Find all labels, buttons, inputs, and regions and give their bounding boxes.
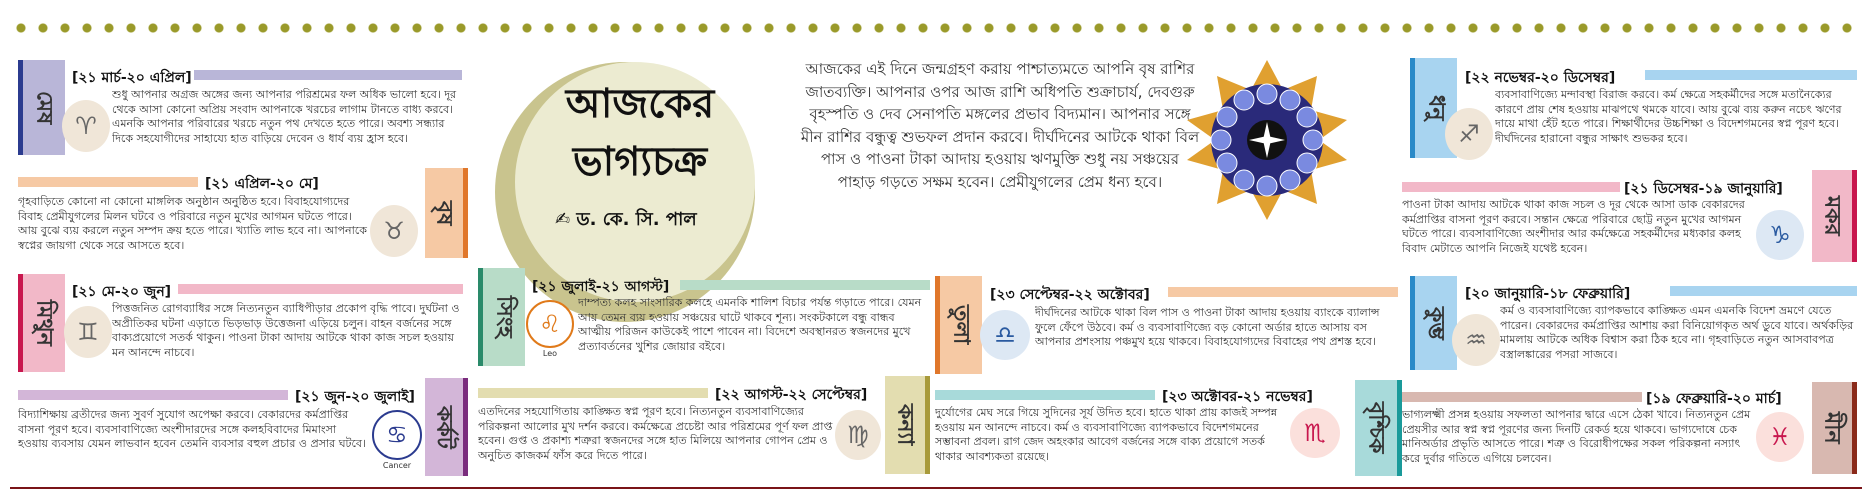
sign-text-singha: দাম্পত্য কলহ সাংসারিক কলহে এমনকি শালিশ বিচার পর্যন্ত গড়াতে পারে। যেমন আয় তেমন ব্যয় হওয়ায় সঞ্চয়ের ঘাটে থাকবে শূন্য। সংকটকালে বন্ধু বান্ধব আত্মীয় পরিজন কাউকেই পাশে পাবেন না। বিদেশে অবস্থানরত স্বজনদের মুখে প্রত্যাবর্তনের খুশির জোয়ার বইবে। [578, 296, 922, 353]
sign-text-makar: পাওনা টাকা আদায় আটকে থাকা কাজ সচল ও দূর থেকে আসা ডাক বেকারদের কর্মপ্রাপ্তির বাসনা পূরণ করবে। সন্তান ক্ষেত্রে পরিবারে ছোট্ট নতুন মুখের আগমন ঘটতে পারে। ব্যবসাবাণিজ্যে অংশীদার আর কর্মক্ষেত্রে সহকর্মীদের মধ্যকার কলহ বিবাদ মেটাতে আপনি নিজেই যথেষ্ট হবেন। [1402, 198, 1745, 255]
cancer-icon: ♋ Cancer [372, 410, 422, 460]
sign-text-kumbha: কর্ম ও ব্যবসাবাণিজ্যে ব্যাপকভাবে কাঙ্ক্ষিত এমন এমনকি বিদেশ ভ্রমণে যেতে পারেন। বেকারদের কর্মপ্রাপ্তির আশায় করা বিনিয়োগকৃত অর্থ ডুবে যাবে। অর্থকড়ির মামলায় আটকে অধিক বিশ্বাস করা ঠিক হবে না। গৃহবাড়িতে নতুন আসবাবপত্র বস্ত্রালঙ্কারের পসরা সাজবে। [1500, 304, 1854, 361]
accent-bar [1670, 286, 1857, 296]
sign-date-dhanu: [২২ নভেম্বর-২০ ডিসেম্বর] [1465, 70, 1616, 86]
sign-tag-mithun: মিথুন [18, 274, 65, 372]
aquarius-icon: ♒ [1452, 314, 1500, 366]
accent-bar [1168, 287, 1398, 297]
accent-bar [1402, 182, 1620, 192]
sign-date-singha: [২১ জুলাই-২১ আগস্ট] [532, 279, 670, 295]
accent-bar [935, 390, 1155, 400]
sign-tag-kumbha: কুম্ভ [1410, 276, 1457, 370]
sign-text-meen: ভাগ্যলক্ষ্মী প্রসন্ন হওয়ায় সফলতা আপনার দ্বারে এসে ঠেকা খাবে। নিত্যনতুন প্রেম প্রেয়সীর আর স্বপ্ন স্বপ্ন পূরণের জন্য দিনটি রেকর্ড হয়ে থাকবে। ভাগ্যদোষে চেক মানিঅর্ডার প্রভৃতি আসতে পারে। শত্রু ও বিরোধীপক্ষের সকল পরিকল্পনা নস্যাৎ করে দুর্বার গতিতে এগিয়ে চলবেন। [1402, 408, 1751, 465]
taurus-icon: ♉ [370, 205, 418, 257]
sagittarius-icon: ♐ [1445, 108, 1493, 160]
sign-date-brishchik: [২৩ অক্টোবর-২১ নভেম্বর] [1162, 389, 1313, 405]
accent-bar [194, 70, 462, 80]
sign-tag-meen: মীন [1812, 382, 1857, 474]
dotted-border [10, 22, 1860, 34]
sign-date-karkat: [২১ জুন-২০ জুলাই] [295, 389, 415, 405]
sign-tag-dhanu: ধনু [1410, 58, 1457, 158]
sign-tag-mesh: মেষ [18, 60, 65, 155]
accent-bar [478, 388, 708, 398]
sign-date-brish: [২১ এপ্রিল-২০ মে] [205, 176, 319, 192]
sign-tag-brishchik: বৃশ্চিক [1355, 380, 1402, 476]
page-title: আজকের ভাগ্যচক্র [565, 81, 715, 185]
zodiac-wheel-icon [1187, 60, 1347, 220]
sign-tag-brish: বৃষ [425, 168, 468, 258]
sign-tag-kanya: কন্যা [885, 376, 930, 474]
scorpio-icon: ♏ [1290, 408, 1340, 458]
accent-bar [680, 280, 930, 290]
accent-bar [18, 177, 198, 187]
sign-tag-makar: মকর [1812, 170, 1857, 262]
sign-text-dhanu: ব্যবসাবাণিজ্যে মন্দাবস্থা বিরাজ করবে। কর্ম ক্ষেত্রে সহকর্মীদের সঙ্গে মতানৈক্যের কারণে প্রায় শেষ হওয়ায় মাঝপথে থমকে যাবে। আয় বুঝে ব্যয় করুন নচেৎ ঋণের দায়ে মাথা হেঁট হতে পারে। শিক্ষার্থীদের উচ্চশিক্ষা ও বিদেশগমনের স্বপ্ন পূরণ হবে। দীর্ঘদিনের হারানো বন্ধুর সাক্ষাৎ শুভকর হবে। [1495, 88, 1842, 145]
sign-text-mesh: শুধু আপনার অগ্রজ অঙ্গের জন্য আপনার পরিশ্রমের ফল অধিক ভালো হবে। দূর থেকে আসা কোনো অপ্রিয় সংবাদ আপনাকে খরচের লাগাম টানতে বাধ্য করবে। এমনকি আপনার পরিবারের খরচে নতুন পথ দেখতে হতে পারে। অবশ্য সন্ধ্যার দিকে সহযোগীদের সাহায্যে হাত বাড়িয়ে দেবেন ও ধার্য ব্যয় হ্রাস হবে। [112, 88, 457, 145]
aries-icon: ♈ [62, 100, 110, 152]
sign-date-mithun: [২১ মে-২০ জুন] [72, 284, 172, 300]
author-name: ড. কে. সি. পাল [576, 209, 697, 230]
sign-text-karkat: বিদ্যাশিক্ষায় ব্রতীদের জন্য সুবর্ণ সুযোগ অপেক্ষা করবে। বেকারদের কর্মপ্রাপ্তির বাসনা পূরণ হবে। ব্যবসাবাণিজ্যে অংশীদারদের সঙ্গে কলহবিবাদের মিমাংসা হওয়ায় ব্যবসায় যেমন লাভবান হবেন তেমনি ব্যবসার বহুল প্রচার ও প্রসার ঘটবে। [18, 408, 366, 450]
accent-bar [178, 284, 463, 294]
sign-tag-singha: সিংহ [478, 268, 525, 366]
sign-date-makar: [২১ ডিসেম্বর-১৯ জানুয়ারি] [1624, 181, 1783, 197]
pisces-icon: ♓ [1756, 412, 1804, 462]
leo-icon: ♌ Leo [526, 300, 574, 348]
sign-tag-karkat: কর্কট [425, 378, 468, 476]
sign-date-mesh: [২১ মার্চ-২০ এপ্রিল] [72, 70, 192, 86]
intro-text: আজকের এই দিনে জন্মগ্রহণ করায় পাশ্চাত্যমতে আপনি বৃষ রাশির জাতব্যক্তি। আপনার ওপর আজ রাশি অধিপতি শুক্রাচার্য, দেবগুরু বৃহস্পতি ও দেব সেনাপতি মঙ্গলের প্রভাব বিদ্যমান। আপনার সঙ্গে মীন রাশির বন্ধুত্ব শুভফল প্রদান করবে। দীর্ঘদিনের আটকে থাকা বিল পাস ও পাওনা টাকা আদায় হওয়ায় ঋণমুক্তি শুধু নয় সঞ্চয়ের পাহাড় গড়তে সক্ষম হবেন। প্রেমীযুগলের প্রেম ধন্য হবে। [800, 60, 1200, 191]
accent-bar [1645, 70, 1857, 80]
sign-tag-tula: তুলা [935, 276, 982, 374]
bottom-rule [10, 487, 1862, 489]
sign-date-kumbha: [২০ জানুয়ারি-১৮ ফেব্রুয়ারি] [1465, 286, 1631, 302]
sign-text-brishchik: দুর্যোগের মেঘ সরে গিয়ে সুদিনের সূর্য উদিত হবে। হাতে থাকা প্রায় কাজই সম্পন্ন হওয়ায় মন আনন্দে নাচবে। কর্ম ও ব্যবসাবাণিজ্যে ব্যাপকভাবে বিদেশগমনের সম্ভাবনা প্রবল। রাগ জেদ অহংকার আবেগ বর্জনের সঙ্গে বাক্য প্রয়োগে সতর্ক থাকার আবশ্যকতা রয়েছে। [935, 406, 1278, 463]
sign-date-kanya: [২২ আগস্ট-২২ সেপ্টেম্বর] [715, 387, 868, 403]
sign-date-tula: [২৩ সেপ্টেম্বর-২২ অক্টোবর] [990, 287, 1150, 303]
sign-text-mithun: পিত্তজনিত রোগব্যাধির সঙ্গে নিত্যনতুন ব্যাধিপীড়ার প্রকোপ বৃদ্ধি পাবে। দুর্ঘটনা ও অপ্রীতিকর ঘটনা এড়াতে ভিড়ভাড় উত্তেজনা এড়িয়ে চলুন। বাহন বর্জনের সঙ্গে বাক্যপ্রয়োগে সতর্ক থাকুন। পাওনা টাকা আদায় আটকে থাকা কাজ সচল হওয়ায় মন আনন্দে নাচবে। [112, 302, 460, 359]
capricorn-icon: ♑ [1756, 210, 1804, 260]
virgo-icon: ♍ [835, 410, 881, 460]
author-byline: ✍ ড. কে. সি. পাল [555, 209, 697, 230]
sign-text-brish: গৃহবাড়িতে কোনো না কোনো মাঙ্গলিক অনুষ্ঠান অনুষ্ঠিত হবে। বিবাহযোগ্যদের বিবাহ প্রেমীযুগলের মিলন ঘটবে ও পরিবারে নতুন মুখের আগমন ঘটতে পারে। আয় বুঝে ব্যয় করলে নতুন সম্পদ ক্রয় হতে পারে। খ্যাতি লাভ হবে না। আপনাকে স্বপ্নের জায়গা থেকে সরে আসতে হবে। [18, 195, 367, 252]
sign-date-meen: [১৯ ফেব্রুয়ারি-২০ মার্চ] [1646, 391, 1782, 407]
accent-bar [1402, 392, 1642, 402]
sign-text-tula: দীর্ঘদিনের আটকে থাকা বিল পাস ও পাওনা টাকা আদায় হওয়ায় ব্যাংকে ব্যালান্স ফুলে ফেঁপে উঠবে। কর্ম ও ব্যবসাবাণিজ্যে বড় কোনো অর্ডার হাতে আসায় বস আপনার প্রশংসায় পঞ্চমুখ হয়ে থাকবে। বিবাহযোগ্যদের বিবাহের পথ প্রশস্ত হবে। [1035, 306, 1380, 348]
accent-bar [18, 390, 288, 400]
gemini-icon: ♊ [64, 306, 112, 358]
sign-text-kanya: এতদিনের সহযোগিতায় কাঙ্ক্ষিত স্বপ্ন পূরণ হবে। নিত্যনতুন ব্যবসাবাণিজ্যের পরিকল্পনা আলোর মুখ দর্শন করবে। কর্মক্ষেত্রে প্রচেষ্টা আর পরিশ্রমের পূর্ণ ফল প্রাপ্ত হবেন। গুপ্ত ও প্রকাশ্য শত্রুরা স্বজনদের সঙ্গে হাত মিলিয়ে আপনার গোপন প্রেম ও অনুচিত কাজকর্ম ফাঁস করে দিতে পারে। [478, 405, 833, 462]
libra-icon: ♎ [980, 310, 1030, 360]
